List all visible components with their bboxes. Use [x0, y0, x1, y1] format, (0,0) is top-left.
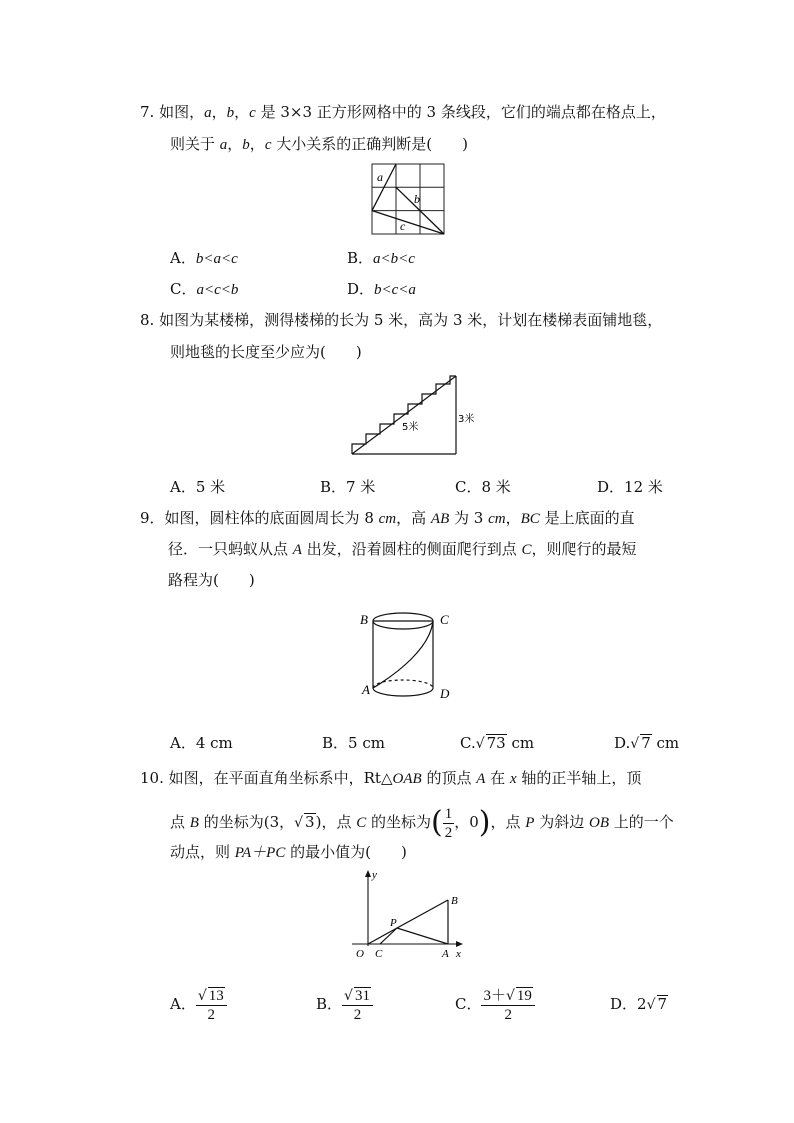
q9-text: 如图，圆柱体的底面圆周长为 8	[164, 509, 379, 527]
q9-text: 路程为( )	[168, 571, 255, 589]
q7-sep: ，	[227, 135, 243, 153]
option-letter: C．	[455, 478, 482, 496]
q9-line2	[168, 539, 637, 560]
option-unit: cm	[651, 734, 680, 752]
frac-num	[342, 987, 373, 1006]
q7-var-b: b	[242, 137, 250, 153]
option-letter: B．	[316, 995, 343, 1013]
option-text: a<b<c	[373, 251, 415, 267]
frac-num: 1	[444, 805, 453, 822]
q10-pt: P	[525, 815, 535, 831]
option-letter: A．	[170, 995, 196, 1013]
q7-grid-figure	[370, 162, 446, 236]
q9-ant-path	[373, 621, 433, 688]
q8-label-height: 3米	[458, 414, 475, 425]
frac-den: 2	[207, 1006, 216, 1023]
sqrt-icon: √	[630, 736, 640, 752]
option-text: 7 米	[346, 478, 376, 496]
q9-text: 出发，沿着圆柱的侧面爬行到点	[301, 540, 522, 558]
option-text: 12 米	[624, 478, 663, 496]
q7-var-c: c	[249, 105, 256, 121]
q10-text: 上的一个	[609, 813, 674, 831]
q7-text: 则关于	[170, 135, 220, 153]
q7-label-b: b	[414, 192, 420, 206]
option-letter: A．	[170, 249, 196, 267]
option-letter: B．	[322, 734, 349, 752]
q9-text: 为 3	[449, 509, 489, 527]
paren-left-icon: (	[431, 805, 443, 840]
option-fraction	[342, 987, 373, 1024]
option-radicand: 19	[516, 987, 532, 1004]
q9-label-c: C	[440, 612, 449, 627]
q10-text: ，点	[490, 813, 526, 831]
q10-option-d[interactable]	[610, 982, 668, 1027]
option-unit: cm	[506, 734, 535, 752]
q9-text: ，高	[396, 509, 431, 527]
option-letter: D．	[597, 478, 625, 496]
option-radicand: 7	[657, 995, 668, 1013]
q10-expr: PA＋PC	[234, 845, 286, 861]
option-text: 5 cm	[348, 734, 385, 752]
q10-number: 10.	[140, 769, 164, 787]
q10-option-b[interactable]	[316, 982, 373, 1026]
q8-option-d[interactable]	[597, 477, 663, 497]
q7-sep: ，	[249, 135, 265, 153]
q7-var-c: c	[264, 137, 272, 153]
q8-number: 8.	[140, 311, 155, 329]
q10-seg: OB	[589, 815, 609, 831]
q9-label-b: B	[360, 612, 368, 627]
q7-text: 是 3×3 正方形网格中的 3 条线段，它们的端点都在格点上，	[255, 103, 666, 121]
q9-line1	[140, 508, 635, 529]
option-text: a<c<b	[196, 282, 239, 298]
q10-text: )，点	[315, 813, 357, 831]
option-letter: B．	[320, 478, 347, 496]
frac-den: 2	[444, 824, 453, 841]
q10-coordinate-figure	[342, 868, 470, 960]
option-letter: A．	[170, 734, 196, 752]
q9-text: ，则爬行的最短	[531, 540, 637, 558]
q10-label-p: P	[390, 917, 397, 929]
q8-label-length: 5米	[402, 422, 419, 433]
q10-text: ，0	[454, 813, 479, 831]
sqrt-icon: √	[197, 987, 207, 1004]
q7-text: 大小关系的正确判断是( )	[271, 135, 468, 153]
q10-fraction	[443, 805, 455, 842]
q9-seg-bc: BC	[520, 511, 540, 527]
q8-option-c[interactable]	[455, 477, 511, 497]
option-fraction	[196, 987, 227, 1024]
q7-text: 如图，	[159, 103, 205, 121]
q10-label-o: O	[356, 948, 364, 960]
q9-option-b[interactable]	[322, 733, 385, 753]
paren-right-icon: )	[478, 805, 491, 840]
frac-den: 2	[504, 1006, 512, 1023]
q9-cylinder-figure	[358, 608, 458, 704]
q10-line3	[170, 842, 407, 863]
q9-pt: A	[292, 542, 302, 558]
q10-label-b: B	[451, 895, 458, 907]
option-text: 8 米	[481, 478, 511, 496]
q9-unit: cm	[488, 511, 506, 527]
q7-line1	[140, 102, 666, 123]
q9-pt: C	[521, 542, 532, 558]
option-radicand: 7	[641, 734, 651, 752]
option-radicand: 13	[208, 987, 224, 1004]
q7-segment-c	[372, 211, 444, 234]
q7-option-d[interactable]	[347, 279, 416, 300]
q10-pt: B	[189, 815, 199, 831]
q8-text: 如图为某楼梯，测得楼梯的长为 5 米，高为 3 米，计划在楼梯表面铺地毯，	[159, 311, 663, 329]
q7-var-b: b	[226, 105, 235, 121]
frac-den: 2	[353, 1006, 362, 1023]
option-letter: D．	[610, 995, 638, 1013]
q8-line2	[170, 342, 362, 362]
q10-pt: A	[476, 771, 486, 787]
sqrt-icon: √	[646, 997, 656, 1013]
q10-text: 的坐标为(3，	[198, 813, 295, 831]
q10-option-c[interactable]	[455, 982, 535, 1026]
q10-text: 为斜边	[534, 813, 589, 831]
option-fraction	[481, 987, 534, 1024]
option-letter: C．	[170, 280, 197, 298]
q7-sep: ，	[211, 103, 227, 121]
q10-segment-pa	[397, 928, 448, 944]
q7-option-c[interactable]	[170, 279, 238, 300]
option-letter: D．	[347, 280, 375, 298]
q10-text: 轴的正半轴上，顶	[516, 769, 642, 787]
q8-text: 则地毯的长度至少应为( )	[170, 343, 362, 361]
option-letter: B．	[347, 249, 374, 267]
q7-number: 7.	[140, 103, 155, 121]
sqrt-icon: √	[475, 736, 485, 752]
q10-label-c: C	[375, 948, 383, 960]
q9-line3	[168, 570, 255, 590]
option-letter: A．	[170, 478, 196, 496]
sqrt-icon: √	[294, 815, 304, 831]
sqrt-icon: √	[506, 987, 515, 1004]
q8-option-a[interactable]	[170, 477, 225, 497]
q9-option-c[interactable]	[460, 733, 534, 754]
q7-option-a[interactable]	[170, 248, 238, 269]
option-radicand: 73	[486, 734, 506, 752]
q8-hypotenuse	[352, 376, 456, 454]
q10-text: 动点，则	[170, 843, 235, 861]
q10-label-x: x	[456, 948, 461, 960]
q8-option-b[interactable]	[320, 477, 375, 497]
q7-var-a: a	[219, 137, 228, 153]
q10-pt: C	[356, 815, 367, 831]
q7-var-a: a	[204, 105, 212, 121]
q7-line2	[170, 134, 468, 155]
q9-option-a[interactable]	[170, 733, 233, 753]
q9-seg-ab: AB	[430, 511, 450, 527]
q10-text: 如图，在平面直角坐标系中，Rt△	[168, 769, 393, 787]
q10-segment-ob	[368, 900, 448, 944]
q10-line2	[170, 804, 674, 840]
q7-label-a: a	[377, 170, 383, 184]
q9-label-d: D	[440, 686, 450, 701]
q9-text: 是上底面的直	[539, 509, 635, 527]
q8-stairs-figure	[348, 372, 478, 458]
option-letter: C．	[455, 995, 482, 1013]
option-text: 5 米	[195, 478, 226, 496]
q10-radicand: 3	[305, 813, 315, 831]
option-text: b<a<c	[195, 251, 238, 267]
q10-label-a: A	[442, 948, 449, 960]
q10-line1	[140, 768, 641, 789]
q9-option-d[interactable]	[614, 733, 679, 754]
q10-axis: x	[509, 771, 517, 787]
option-text: 4 cm	[195, 734, 233, 752]
q9-text: ，	[505, 509, 521, 527]
q10-text: 在	[485, 769, 510, 787]
option-text: b<c<a	[374, 282, 416, 298]
q10-text: 的顶点	[421, 769, 477, 787]
option-coef: 2	[637, 995, 647, 1013]
sqrt-icon: √	[344, 987, 353, 1004]
q9-text: 径．一只蚂蚁从点	[168, 540, 293, 558]
q10-text: 的最小值为( )	[285, 843, 407, 861]
q9-number: 9．	[140, 509, 165, 527]
q10-label-y: y	[372, 869, 377, 881]
q10-option-a[interactable]	[170, 982, 227, 1026]
option-prefix: 3＋	[483, 987, 506, 1004]
q10-tri: OAB	[392, 771, 422, 787]
q9-unit: cm	[378, 511, 397, 527]
q10-text: 的坐标为	[366, 813, 432, 831]
q9-label-a: A	[362, 682, 370, 697]
q10-text: 点	[170, 813, 190, 831]
q7-label-c: c	[400, 219, 406, 233]
q7-sep: ，	[234, 103, 250, 121]
q7-option-b[interactable]	[347, 248, 415, 269]
option-radicand: 31	[354, 987, 370, 1004]
frac-num	[196, 987, 227, 1006]
option-letter: D.	[614, 734, 631, 752]
option-letter: C.	[460, 734, 476, 752]
frac-num	[481, 987, 534, 1006]
q8-line1	[140, 310, 662, 330]
